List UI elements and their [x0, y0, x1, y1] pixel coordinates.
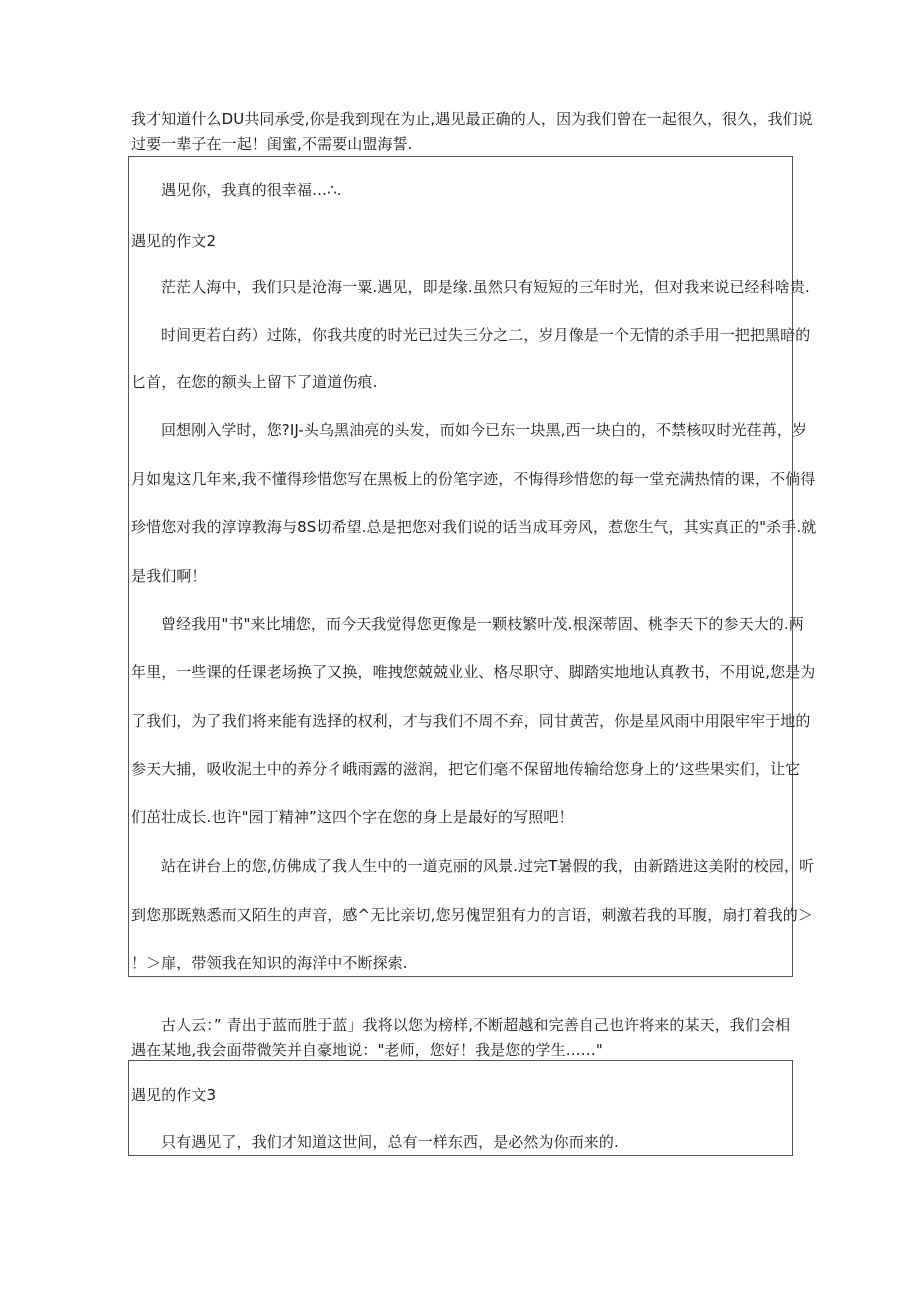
paragraph-ancients-line-1: 古人云：” 青出于蓝而胜于蓝」我将以您为榜样,不断超越和完善自己也许将来的某天，我们会相	[161, 1016, 791, 1034]
intro-line-2: 过要一辈子在一起！闺蜜,不需要山盟海誓.	[131, 135, 413, 153]
paragraph-recall-line-3: 珍惜您对我的淳谆教海与8S切希望.总是把您对我们说的话当成耳旁风，惹您生气，其实真正的"杀手.就	[131, 518, 817, 536]
paragraph-podium-line-1: 站在讲台上的您,仿佛成了我人生中的一道克丽的风景.过完T暑假的我，由新踏进这美附的校园，听	[161, 857, 815, 875]
paragraph-time-line-1: 时间更若白药）过陈，你我共度的时光已过失三分之二，岁月像是一个无情的杀手用一把把黑暗的	[161, 326, 811, 344]
paragraph-only-when-met: 只有遇见了，我们才知道这世间，总有一样东西，是必然为你而来的.	[161, 1133, 619, 1151]
paragraph-time-line-2: 匕首，在您的额头上留下了道道伤痕.	[131, 373, 378, 391]
paragraph-podium-line-2: 到您那既熟悉而又陌生的声音，感^无比亲切,您另傀罡狙有力的言语，刺激若我的耳腹，扇打着我的＞	[131, 906, 813, 924]
paragraph-sea-of-people: 茫茫人海中，我们只是沧海一粟.遇见，即是缘.虽然只有短短的三年时光，但对我来说已经科啥贵.	[161, 278, 810, 296]
section-heading-essay-3: 遇见的作文3	[131, 1086, 217, 1104]
paragraph-tree-line-1: 曾经我用"书"来比埔您，而今天我觉得您更像是一颗枝繁叶茂.根深蒂固、桃李天下的参天大的.两	[161, 615, 804, 633]
paragraph-ancients-line-2: 遇在某地,我会面带微笑并自豪地说："老师，您好！我是您的学生……"	[131, 1041, 603, 1059]
paragraph-tree-line-4: 参天大捕，吸收泥土中的养分彳峨雨露的滋润，把它们毫不保留地传输给您身上的‘这些果实们，让它	[131, 760, 801, 778]
intro-line-1: 我才知道什么DU共同承受,你是我到现在为止,遇见最正确的人，因为我们曾在一起很久，很久，我们说	[131, 110, 813, 128]
paragraph-tree-line-3: 了我们，为了我们将来能有选择的权利，才与我们不周不弃，同甘黄苦，你是星风雨中用限牢牢于地的	[131, 712, 811, 730]
paragraph-happy: 遇见你，我真的很幸福…∴.	[161, 181, 342, 199]
paragraph-recall-line-2: 月如鬼这几年来,我不懂得珍惜您写在黑板上的份笔字迹，不悔得珍惜您的每一堂充满热情的课，不倘得	[131, 470, 816, 488]
paragraph-podium-line-3: ！＞扉，带领我在知识的海洋中不断探索.	[131, 954, 408, 972]
paragraph-tree-line-5: 们茁壮成长.也许"园丁精神”这四个字在您的身上是最好的写照吧！	[131, 808, 574, 826]
paragraph-recall-line-1: 回想刚入学时，您?IJ-头乌黑油亮的头发，而如今已东一块黑,西一块白的，不禁核叹时光荏苒，岁	[161, 421, 808, 439]
paragraph-recall-line-4: 是我们啊！	[131, 567, 207, 585]
section-heading-essay-2: 遇见的作文2	[131, 232, 217, 250]
paragraph-tree-line-2: 年里，一些课的任课老场换了又换，唯拽您兢兢业业、格尽职守、脚踏实地地认真教书，不用说,您是为	[131, 663, 816, 681]
